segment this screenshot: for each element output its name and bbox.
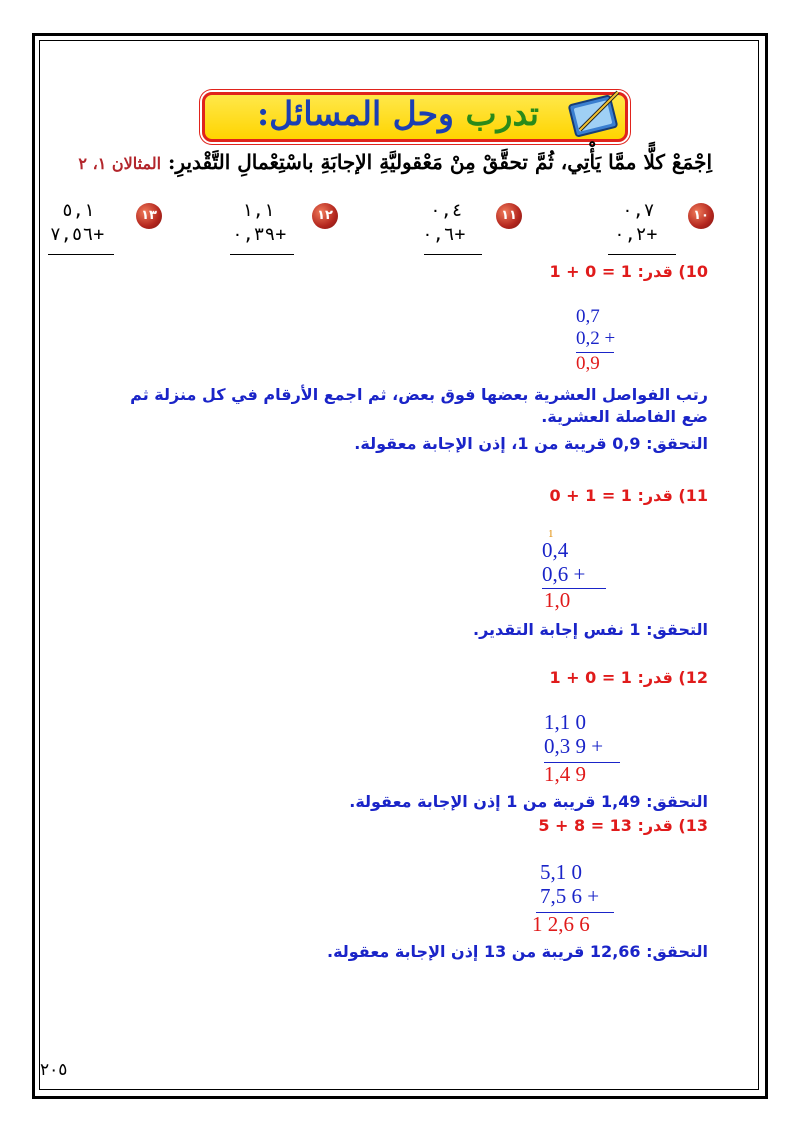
work-row-top: 0,4	[542, 538, 569, 562]
work-row-result: 1 2,6 6	[532, 912, 590, 936]
solution-10-estimate-line	[549, 262, 708, 281]
work-row-top: 1,1 0	[544, 710, 586, 734]
solution-10-work	[576, 306, 636, 376]
exercise-13	[18, 200, 208, 260]
exercise-12	[190, 200, 380, 260]
carry-digit: 1	[548, 528, 554, 540]
exercise-bottom-number: ٧,٥٦+	[50, 224, 105, 245]
exercise-top-number: ٠,٤	[430, 200, 463, 221]
sum-line	[608, 254, 676, 255]
solution-10-explanation: رتب الفواصل العشرية بعضها فوق بعض، ثم اجمع الأرقام في كل منزلة ثم ضع الفاصلة العشرية.	[130, 385, 708, 426]
solution-label: 13) قدر:	[637, 816, 708, 835]
notebook-pencil-icon	[566, 86, 624, 138]
work-row-bottom: 0,2 +	[576, 328, 616, 349]
page-number: ٢٠٥	[40, 1060, 68, 1080]
exercise-number-badge: ١١	[496, 203, 522, 229]
solution-11-estimate-line	[549, 486, 708, 505]
solution-11-check: التحقق: 1 نفس إجابة التقدير.	[472, 620, 708, 639]
exercise-bottom-number: ٠,٢+	[614, 224, 658, 245]
section-title-part1: تدرب	[465, 94, 539, 133]
solution-13-estimate-line	[538, 816, 708, 835]
solution-12-estimate-line	[549, 668, 708, 687]
work-row-bottom: 7,5 6 +	[540, 884, 600, 908]
solution-12-check: التحقق: 1,49 قريبة من 1 إذن الإجابة معقولة.	[349, 792, 708, 811]
solution-estimate: 5 + 8 = 13	[538, 816, 632, 835]
sum-line	[230, 254, 294, 255]
exercise-11	[378, 200, 568, 260]
page-border-inner	[39, 40, 759, 1090]
sum-line	[48, 254, 114, 255]
work-row-result: 0,9	[576, 353, 600, 374]
exercise-top-number: ١,١	[242, 200, 275, 221]
sum-line	[424, 254, 482, 255]
solution-13-check: التحقق: 12,66 قريبة من 13 إذن الإجابة معقولة.	[326, 942, 708, 961]
work-row-top: 5,1 0	[540, 860, 582, 884]
solution-estimate: 1 + 0 = 1	[549, 262, 632, 281]
solution-13-work	[532, 860, 632, 940]
work-row-top: 0,7	[576, 306, 600, 327]
exercise-bottom-number: ٠,٦+	[422, 224, 466, 245]
exercise-number-badge: ١٠	[688, 203, 714, 229]
instruction-reference: المثالان ١، ٢	[78, 154, 162, 173]
solution-estimate: 1 + 0 = 1	[549, 668, 632, 687]
exercise-number-badge: ١٢	[312, 203, 338, 229]
exercise-top-number: ٥,١	[62, 200, 95, 221]
solution-10-check: التحقق: 0,9 قريبة من 1، إذن الإجابة معقولة.	[354, 434, 708, 453]
solution-estimate: 0 + 1 = 1	[549, 486, 632, 505]
instruction-text: اِجْمَعْ كلًّا ممَّا يَأْتِي، ثُمَّ تحقَّقْ مِنْ مَعْقوليَّةِ الإجابَةِ باسْتِعْمالِ التَّقْديرِ:	[168, 150, 712, 174]
solution-label: 11) قدر:	[637, 486, 708, 505]
exercise-bottom-number: ٠,٣٩+	[232, 224, 287, 245]
work-row-result: 1,0	[544, 588, 571, 612]
solution-11-work	[542, 528, 622, 618]
work-row-bottom: 0,3 9 +	[544, 734, 604, 758]
work-row-result: 1,4 9	[544, 762, 586, 786]
section-title-part2: وحل المسائل:	[257, 94, 454, 133]
section-title	[228, 92, 568, 136]
solution-label: 12) قدر:	[637, 668, 708, 687]
solution-12-work	[544, 710, 634, 790]
exercise-top-number: ٠,٧	[622, 200, 655, 221]
exercise-10	[570, 200, 760, 260]
exercise-number-badge: ١٣	[136, 203, 162, 229]
work-row-bottom: 0,6 +	[542, 562, 586, 586]
exercise-instruction	[52, 150, 712, 174]
solution-label: 10) قدر:	[637, 262, 708, 281]
